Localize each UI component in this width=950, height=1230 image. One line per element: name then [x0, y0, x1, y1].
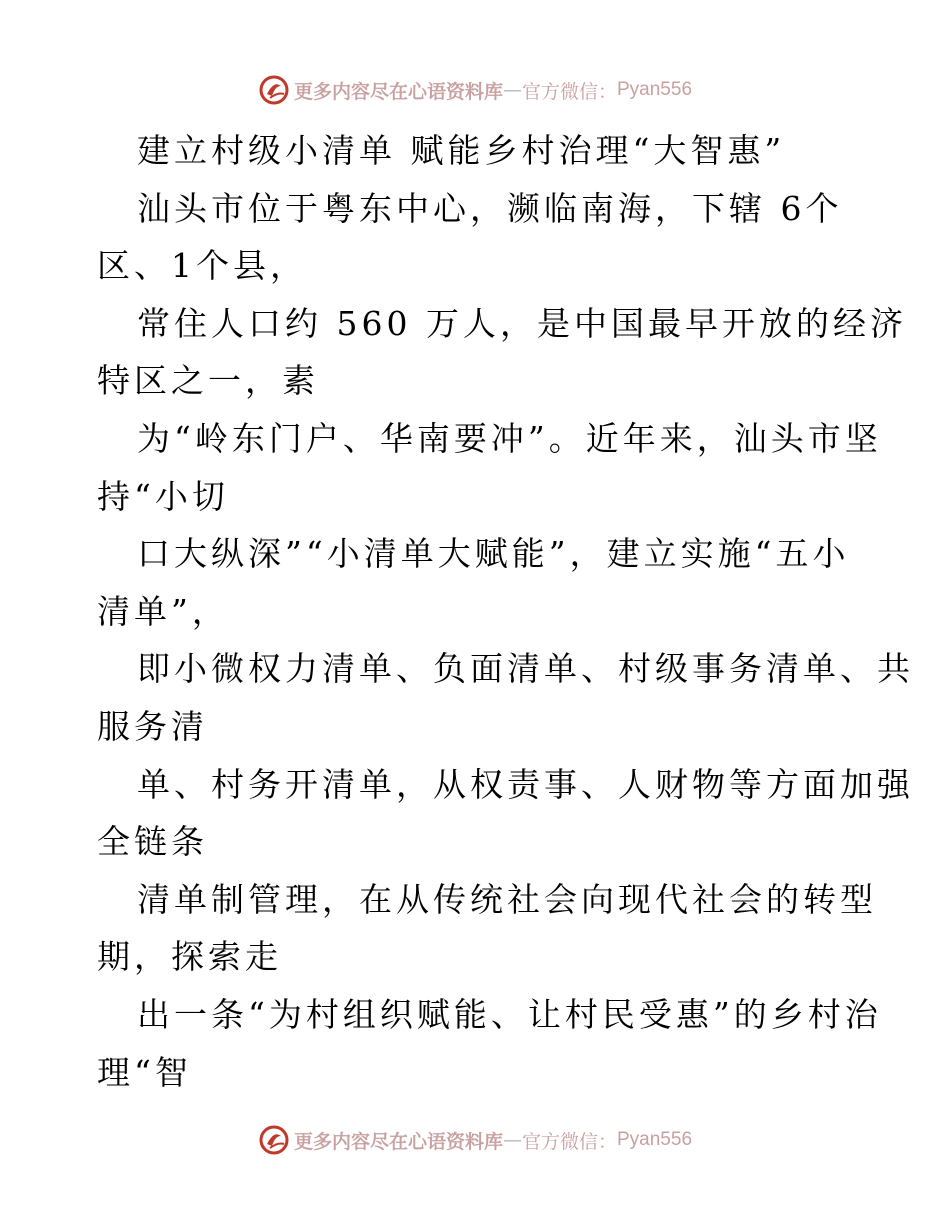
paragraph-line: 为“岭东门户、华南要冲”。近年来，汕头市坚 [137, 418, 882, 458]
paragraph-line: 常住人口约 560 万人，是中国最早开放的经济 [137, 303, 907, 343]
document-body [97, 122, 914, 1101]
banner-contact-label: 官方微信： [521, 1130, 617, 1153]
banner-separator: — [502, 79, 522, 101]
banner-contact-label: 官方微信： [521, 80, 617, 103]
paragraph-line: 期，探索走 [97, 937, 282, 977]
paragraph-line: 持“小切 [97, 476, 229, 516]
paragraph-line: 汕头市位于粤东中心，濒临南海，下辖 6个 [137, 188, 843, 228]
paragraph-line: 清单制管理，在从传统社会向现代社会的转型 [137, 879, 877, 919]
banner-main-text: 更多内容尽在心语资料库 [293, 80, 503, 103]
banner-separator: — [502, 1129, 522, 1151]
paragraph-line: 清单”， [97, 591, 229, 631]
banner-main-text: 更多内容尽在心语资料库 [293, 1130, 503, 1153]
flame-swirl-logo-icon [258, 1124, 290, 1156]
document-title: 建立村级小清单 赋能乡村治理“大智惠” [137, 131, 786, 170]
paragraph-line: 全链条 [97, 822, 208, 862]
banner-contact-id: Pyan556 [617, 1129, 693, 1150]
paragraph-line: 出一条“为村组织赋能、让村民受惠”的乡村治 [137, 994, 882, 1034]
paragraph-line: 理“智 [97, 1052, 192, 1092]
paragraph-line: 区、1个县， [97, 246, 307, 286]
flame-swirl-logo-icon [258, 74, 290, 106]
page-footer-banner [0, 1122, 950, 1158]
paragraph-line: 口大纵深”“小清单大赋能”，建立实施“五小 [137, 534, 850, 574]
paragraph-line: 单、村务开清单，从权责事、人财物等方面加强 [137, 764, 914, 804]
paragraph-line: 即小微权力清单、负面清单、村级事务清单、共 [137, 649, 914, 689]
banner-contact-id: Pyan556 [617, 79, 693, 100]
paragraph-line: 特区之一，素 [97, 361, 319, 401]
page-header-banner [0, 72, 950, 108]
paragraph-line: 服务清 [97, 706, 208, 746]
